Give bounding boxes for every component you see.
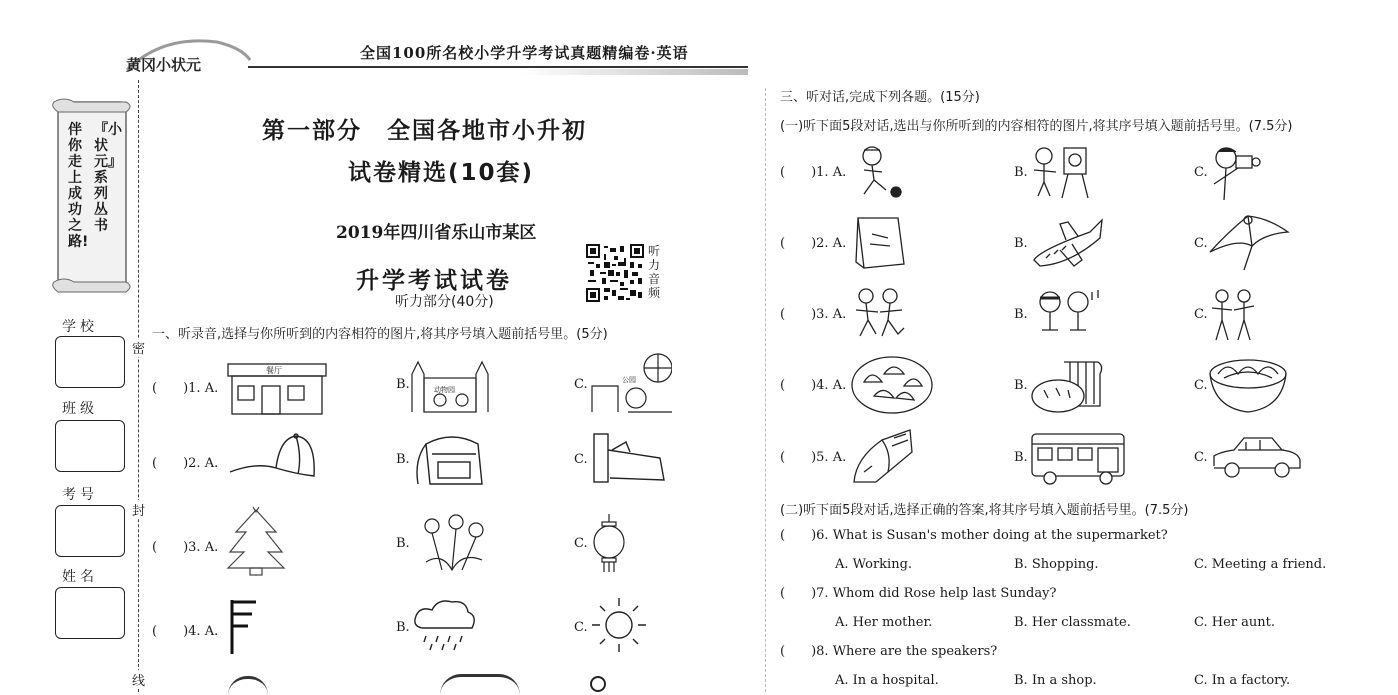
answer-paren[interactable]: ( ): [152, 540, 189, 555]
s1-q2: [152, 452, 218, 471]
s3-q1: ( )1. A.: [780, 165, 847, 180]
q3-option-b: B.: [396, 536, 410, 551]
q3-option-c: C.: [574, 536, 588, 551]
q2-option-b: B.: [396, 452, 410, 467]
answer-paren[interactable]: (: [780, 165, 786, 180]
book-picture: [852, 214, 908, 274]
dumplings-picture: [850, 354, 934, 420]
answer-paren[interactable]: (: [780, 644, 786, 659]
exam-number-label: 考号: [62, 487, 98, 503]
slogan-line1: 『小状元』系列丛书: [94, 122, 122, 234]
q4-option-c: C.: [574, 620, 588, 635]
series-title: 全国100所名校小学升学考试真题精编卷·英语: [360, 44, 689, 62]
airplane-picture: [1030, 214, 1106, 274]
bed-picture: [590, 430, 668, 490]
restaurant-sign: 餐厅: [266, 366, 282, 375]
lantern-picture: [592, 512, 626, 578]
train-picture: [852, 428, 914, 490]
rainy-cloud-picture: [410, 596, 480, 656]
q8-option-c[interactable]: C. In a factory.: [1194, 673, 1291, 688]
qr-label: 听力音频: [648, 244, 661, 300]
header-rule-shade: [520, 69, 748, 75]
boy-painting-picture: [1030, 144, 1090, 204]
answer-paren[interactable]: ( ): [152, 381, 189, 396]
answer-paren[interactable]: ( ): [152, 456, 189, 471]
kids-singing-picture: [1030, 286, 1106, 346]
s3-q3-c: C.: [1194, 307, 1208, 322]
boy-playing-football-picture: [852, 144, 908, 204]
exam-title: 升学考试试卷: [356, 268, 512, 294]
s3-q1-c: C.: [1194, 165, 1208, 180]
series-logo: [122, 30, 252, 80]
header-rule: [248, 66, 748, 68]
q6-option-a[interactable]: A. Working.: [835, 557, 913, 572]
answer-paren[interactable]: (: [780, 528, 786, 543]
sun-picture: [590, 596, 648, 658]
backpack-picture: [412, 430, 492, 490]
letter-f-picture: [226, 598, 260, 660]
q-num: 4. A.: [188, 624, 219, 639]
s3-q5-c: C.: [1194, 450, 1208, 465]
exam-number-field[interactable]: [55, 505, 125, 557]
q2-option-c: C.: [574, 452, 588, 467]
column-divider: [765, 88, 766, 692]
s3-q2-c: C.: [1194, 236, 1208, 251]
q1-option-b: B.: [396, 377, 410, 392]
name-label: 姓名: [62, 569, 98, 585]
section1-instruction: 一、听录音,选择与你所听到的内容相符的图片,将其序号填入题前括号里。(5分): [152, 327, 608, 342]
s3-q1-b: B.: [1014, 165, 1028, 180]
s1-q3: [152, 536, 218, 555]
cut-line: [138, 80, 139, 692]
exam-section: 听力部分(40分): [395, 294, 494, 310]
answer-paren[interactable]: (: [780, 307, 786, 322]
q7-option-c[interactable]: C. Her aunt.: [1194, 615, 1275, 630]
partial-picture: [590, 676, 606, 692]
s3-q5-b: B.: [1014, 450, 1028, 465]
bus-picture: [1030, 430, 1126, 490]
s3-q2: ( )2. A.: [780, 236, 847, 251]
q6-option-b[interactable]: B. Shopping.: [1014, 557, 1099, 572]
s3-q5: ( )5. A.: [780, 450, 847, 465]
flowers-picture: [412, 512, 492, 578]
q8-option-b[interactable]: B. In a shop.: [1014, 673, 1097, 688]
q-num: 1. A.: [188, 381, 219, 396]
noodles-picture: [1208, 356, 1288, 420]
section3-title: 三、听对话,完成下列各题。(15分): [780, 90, 980, 105]
part-title: 第一部分 全国各地市小升初: [262, 118, 587, 144]
answer-paren[interactable]: (: [780, 378, 786, 393]
name-field[interactable]: [55, 587, 125, 639]
park-picture: [588, 352, 672, 418]
class-label: 班级: [62, 401, 98, 417]
kids-dancing-picture: [1210, 286, 1256, 348]
answer-paren[interactable]: ( ): [152, 624, 189, 639]
s3-q4-c: C.: [1194, 378, 1208, 393]
section3-sub2: (二)听下面5段对话,选择正确的答案,将其序号填入题前括号里。(7.5分): [780, 503, 1189, 518]
bread-picture: [1030, 356, 1104, 420]
answer-paren[interactable]: (: [780, 450, 786, 465]
restaurant-picture: [226, 356, 330, 420]
school-field[interactable]: [55, 336, 125, 388]
kids-running-picture: [852, 286, 908, 346]
park-sign: 公园: [622, 376, 636, 384]
school-label: 学校: [62, 319, 98, 335]
q7-option-a[interactable]: A. Her mother.: [835, 615, 933, 630]
section3-sub1: (一)听下面5段对话,选出与你所听到的内容相符的图片,将其序号填入题前括号里。(7.5分): [780, 119, 1293, 134]
boy-camera-picture: [1210, 144, 1262, 206]
q8-option-a[interactable]: A. In a hospital.: [835, 673, 939, 688]
slogan-line2: 伴你走上成功之路!: [68, 122, 89, 250]
s1-q1: [152, 377, 218, 396]
answer-paren[interactable]: (: [780, 236, 786, 251]
q-num: 2. A.: [188, 456, 219, 471]
zoo-picture: [410, 352, 490, 418]
mcq-q8: ( )8. Where are the speakers?: [780, 644, 998, 659]
q6-option-c[interactable]: C. Meeting a friend.: [1194, 557, 1327, 572]
cut-mark-line: 线: [132, 670, 145, 689]
s3-q3-b: B.: [1014, 307, 1028, 322]
mcq-q6: ( )6. What is Susan's mother doing at the supermarket?: [780, 528, 1168, 543]
q1-option-c: C.: [574, 377, 588, 392]
mcq-q7: ( )7. Whom did Rose help last Sunday?: [780, 586, 1057, 601]
q-num: 3. A.: [188, 540, 219, 555]
s1-q4: [152, 620, 218, 639]
s3-q4: ( )4. A.: [780, 378, 847, 393]
s3-q4-b: B.: [1014, 378, 1028, 393]
partial-picture: [228, 676, 268, 695]
slogan-scroll: [50, 96, 134, 296]
christmas-tree-picture: [226, 506, 286, 580]
s3-q2-b: B.: [1014, 236, 1028, 251]
q7-option-b[interactable]: B. Her classmate.: [1014, 615, 1131, 630]
class-field[interactable]: [55, 420, 125, 472]
part-subtitle: 试卷精选(10套): [348, 160, 535, 186]
cut-mark-seal: 密: [132, 338, 145, 357]
qr-code[interactable]: [586, 244, 644, 302]
zoo-sign: 动物园: [434, 386, 455, 394]
car-picture: [1210, 432, 1302, 484]
q4-option-b: B.: [396, 620, 410, 635]
cut-mark-close: 封: [132, 500, 145, 519]
cap-picture: [226, 432, 318, 486]
answer-paren[interactable]: (: [780, 586, 786, 601]
kite-picture: [1208, 212, 1290, 276]
logo-text: 黄冈小状元: [126, 56, 202, 74]
s3-q3: ( )3. A.: [780, 307, 847, 322]
exam-region: 2019年四川省乐山市某区: [336, 223, 537, 243]
